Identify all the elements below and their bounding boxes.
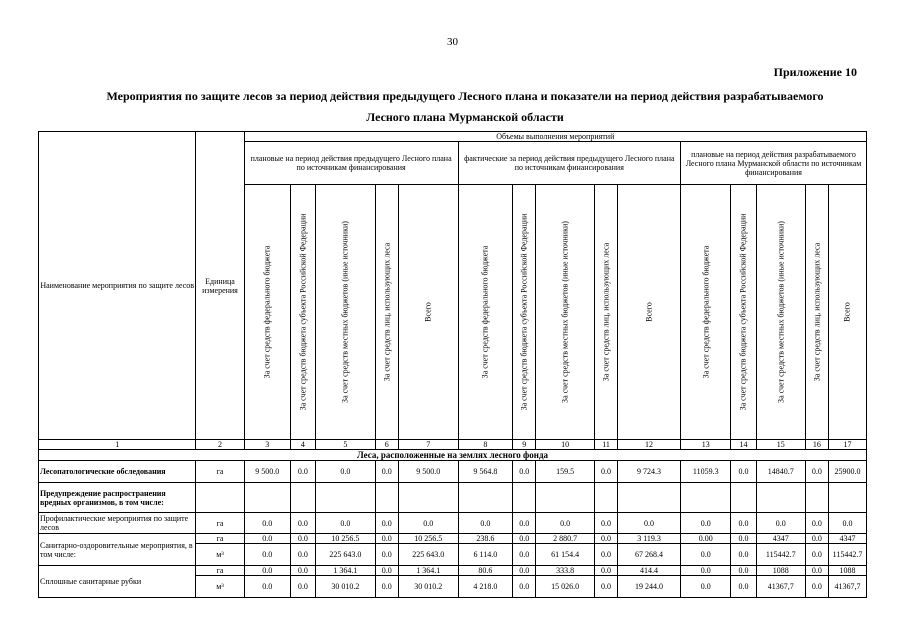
value-cell: 9 564.8: [458, 461, 513, 483]
value-cell: 0.0: [290, 513, 315, 534]
value-cell: 30 010.2: [315, 576, 375, 598]
page-title: [40, 86, 890, 128]
forest-protection-table: [38, 131, 867, 598]
value-cell: 333.8: [536, 566, 595, 576]
row-unit: м³: [196, 576, 244, 598]
value-cell: 0.0: [731, 566, 756, 576]
row-unit: м³: [196, 544, 244, 566]
header-planned-new: плановые на период действия разрабатываемого Лесного плана Мурманской области по источникам финансирования: [681, 142, 867, 185]
value-cell: 0.0: [513, 513, 536, 534]
col-number: 14: [731, 440, 756, 450]
value-cell: 0.0: [681, 566, 731, 576]
annex-label: Приложение 10: [773, 65, 857, 79]
value-cell: 0.0: [681, 513, 731, 534]
value-cell: 0.0: [805, 566, 828, 576]
header-source: За счет средств федерального бюджета: [681, 185, 731, 440]
row-unit: га: [196, 566, 244, 576]
value-cell: 0.0: [244, 544, 290, 566]
value-cell: 41367,7: [756, 576, 805, 598]
value-cell: 0.0: [805, 461, 828, 483]
value-cell: 14840.7: [756, 461, 805, 483]
header-source: За счет средств бюджета субъекта Российской Федерации: [290, 185, 315, 440]
value-cell: 0.0: [244, 576, 290, 598]
value-cell: 9 724.3: [618, 461, 681, 483]
value-cell: 0.0: [375, 566, 398, 576]
value-cell: 0.0: [595, 513, 618, 534]
header-source: За счет средств лиц, использующих леса: [595, 185, 618, 440]
value-cell: 4 218.0: [458, 576, 513, 598]
value-cell: 0.0: [805, 544, 828, 566]
col-number: 17: [828, 440, 866, 450]
value-cell: 0.0: [595, 566, 618, 576]
value-cell: 11059.3: [681, 461, 731, 483]
table-row: [39, 534, 867, 544]
value-cell: 10 256.5: [315, 534, 375, 544]
value-cell: 9 500.0: [244, 461, 290, 483]
value-cell: 0.0: [375, 544, 398, 566]
table-row: [39, 461, 867, 483]
value-cell: 0.00: [681, 534, 731, 544]
header-source: За счет средств федерального бюджета: [244, 185, 290, 440]
value-cell: 0.0: [513, 544, 536, 566]
value-cell: 0.0: [244, 566, 290, 576]
value-cell: 10 256.5: [398, 534, 458, 544]
header-source: Всего: [618, 185, 681, 440]
value-cell: 0.0: [731, 544, 756, 566]
value-cell: 0.0: [458, 513, 513, 534]
value-cell: 1088: [828, 566, 866, 576]
value-cell: 0.0: [805, 576, 828, 598]
value-cell: 0.0: [756, 513, 805, 534]
row-name: Санитарно-оздоровительные мероприятия, в том числе:: [39, 534, 196, 566]
value-cell: 0.0: [290, 566, 315, 576]
col-number: 1: [39, 440, 196, 450]
value-cell: 1 364.1: [315, 566, 375, 576]
value-cell: 0.0: [375, 576, 398, 598]
value-cell: 61 154.4: [536, 544, 595, 566]
value-cell: 0.0: [731, 534, 756, 544]
col-number: 16: [805, 440, 828, 450]
value-cell: 0.0: [681, 544, 731, 566]
header-source: За счет средств бюджета субъекта Российской Федерации: [513, 185, 536, 440]
row-name: Сплошные санитарные рубки: [39, 566, 196, 598]
row-name: Профилактические мероприятия по защите лесов: [39, 513, 196, 534]
header-source: Всего: [398, 185, 458, 440]
value-cell: 3 119.3: [618, 534, 681, 544]
table-row: [39, 513, 867, 534]
value-cell: 0.0: [513, 534, 536, 544]
value-cell: 0.0: [290, 544, 315, 566]
value-cell: 0.0: [805, 534, 828, 544]
col-number: 11: [595, 440, 618, 450]
header-planned-prev: плановые на период действия предыдущего Лесного плана по источникам финансирования: [244, 142, 458, 185]
value-cell: 0.0: [595, 534, 618, 544]
header-source: За счет средств местных бюджетов (иные источники): [756, 185, 805, 440]
value-cell: 414.4: [618, 566, 681, 576]
value-cell: 19 244.0: [618, 576, 681, 598]
value-cell: 0.0: [513, 576, 536, 598]
value-cell: 2 880.7: [536, 534, 595, 544]
value-cell: 0.0: [536, 513, 595, 534]
value-cell: 6 114.0: [458, 544, 513, 566]
section-title: Леса, расположенные на землях лесного фонда: [39, 450, 867, 461]
value-cell: 41367,7: [828, 576, 866, 598]
value-cell: 0.0: [290, 461, 315, 483]
value-cell: 1 364.1: [398, 566, 458, 576]
row-unit: га: [196, 513, 244, 534]
header-volumes: Объемы выполнения мероприятий: [244, 132, 866, 142]
col-number: 6: [375, 440, 398, 450]
value-cell: 0.0: [375, 513, 398, 534]
value-cell: 15 026.0: [536, 576, 595, 598]
col-number: 3: [244, 440, 290, 450]
value-cell: 0.0: [513, 566, 536, 576]
col-number: 4: [290, 440, 315, 450]
value-cell: 25900.0: [828, 461, 866, 483]
title-line-2: Лесного плана Мурманской области: [366, 110, 564, 124]
value-cell: 0.0: [315, 513, 375, 534]
col-number: 12: [618, 440, 681, 450]
row-name: Лесопатологические обследования: [39, 461, 196, 483]
header-source: За счет средств бюджета субъекта Российской Федерации: [731, 185, 756, 440]
value-cell: 67 268.4: [618, 544, 681, 566]
value-cell: 0.0: [244, 513, 290, 534]
value-cell: 0.0: [731, 513, 756, 534]
col-number: 9: [513, 440, 536, 450]
value-cell: 0.0: [595, 576, 618, 598]
value-cell: 30 010.2: [398, 576, 458, 598]
row-unit: га: [196, 534, 244, 544]
header-source: За счет средств федерального бюджета: [458, 185, 513, 440]
value-cell: 0.0: [244, 534, 290, 544]
value-cell: 0.0: [595, 544, 618, 566]
value-cell: 9 500.0: [398, 461, 458, 483]
column-number-row: [39, 440, 867, 450]
page-number: 30: [447, 36, 458, 48]
header-source: Всего: [828, 185, 866, 440]
value-cell: 0.0: [375, 534, 398, 544]
row-name: Предупреждение распространения вредных организмов, в том числе:: [39, 483, 196, 513]
value-cell: 0.0: [290, 534, 315, 544]
table-row: [39, 483, 867, 513]
value-cell: 238.6: [458, 534, 513, 544]
col-number: 10: [536, 440, 595, 450]
value-cell: 0.0: [681, 576, 731, 598]
value-cell: 115442.7: [756, 544, 805, 566]
value-cell: 0.0: [731, 461, 756, 483]
value-cell: 225 643.0: [398, 544, 458, 566]
value-cell: 115442.7: [828, 544, 866, 566]
value-cell: 0.0: [315, 461, 375, 483]
header-name: Наименование мероприятия по защите лесов: [39, 132, 196, 440]
value-cell: 0.0: [805, 513, 828, 534]
value-cell: 0.0: [731, 576, 756, 598]
header-source: За счет средств лиц, использующих леса: [805, 185, 828, 440]
value-cell: 225 643.0: [315, 544, 375, 566]
value-cell: 0.0: [618, 513, 681, 534]
value-cell: 0.0: [398, 513, 458, 534]
value-cell: 0.0: [595, 461, 618, 483]
col-number: 2: [196, 440, 244, 450]
col-number: 15: [756, 440, 805, 450]
header-source: За счет средств лиц, использующих леса: [375, 185, 398, 440]
col-number: 13: [681, 440, 731, 450]
col-number: 8: [458, 440, 513, 450]
table-row: [39, 566, 867, 576]
value-cell: 159.5: [536, 461, 595, 483]
value-cell: 1088: [756, 566, 805, 576]
value-cell: 0.0: [290, 576, 315, 598]
value-cell: 4347: [756, 534, 805, 544]
value-cell: 0.0: [828, 513, 866, 534]
header-source: За счет средств местных бюджетов (иные источники): [315, 185, 375, 440]
header-unit: Единица измерения: [196, 132, 244, 440]
col-number: 5: [315, 440, 375, 450]
value-cell: 0.0: [513, 461, 536, 483]
value-cell: 80.6: [458, 566, 513, 576]
title-line-1: Мероприятия по защите лесов за период действия предыдущего Лесного плана и показатели на период действия разрабатываемого: [106, 89, 824, 103]
row-unit: га: [196, 461, 244, 483]
col-number: 7: [398, 440, 458, 450]
value-cell: 4347: [828, 534, 866, 544]
header-source: За счет средств местных бюджетов (иные источники): [536, 185, 595, 440]
value-cell: 0.0: [375, 461, 398, 483]
header-actual-prev: фактические за период действия предыдущего Лесного плана по источникам финансирования: [458, 142, 680, 185]
